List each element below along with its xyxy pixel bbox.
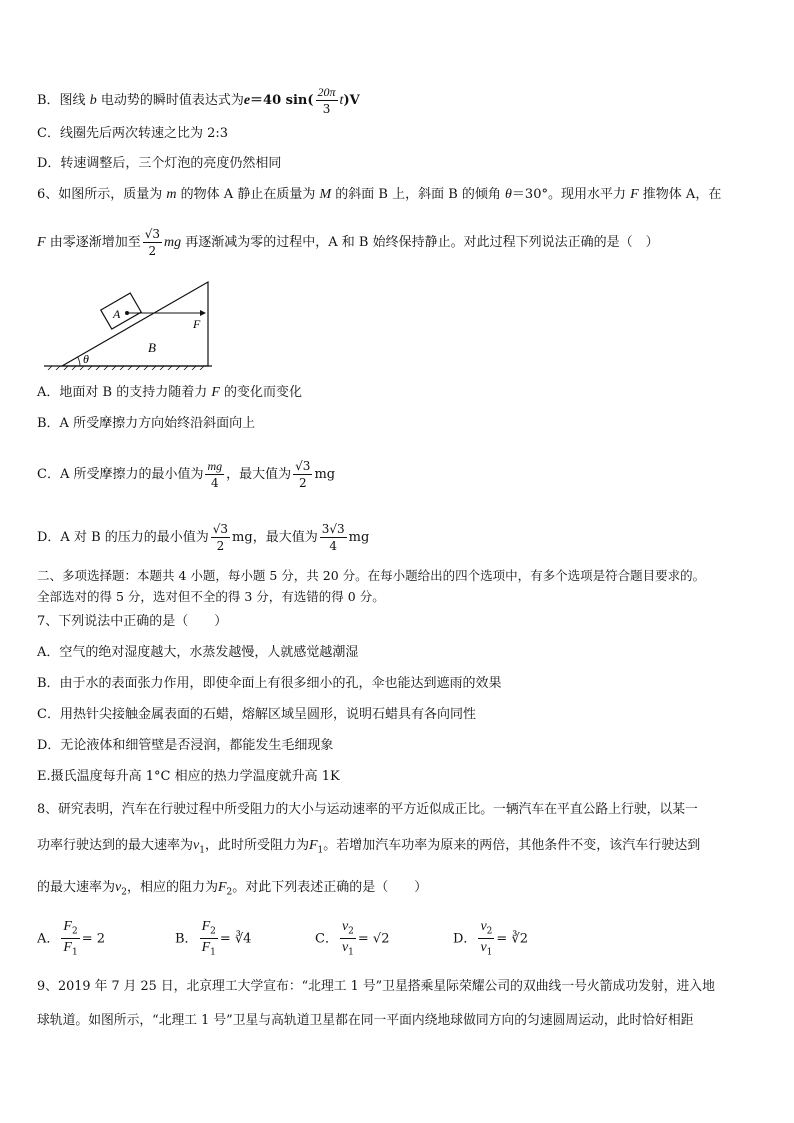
fraction: $\frac{20\pi}{3}$ (317, 85, 336, 116)
fraction: $\frac{mg}{4}$ (207, 459, 223, 490)
fraction: $\frac{√3}{2}$ (144, 227, 160, 258)
q7-stem: 7、下列说法中正确的是（ ） (37, 614, 228, 629)
theta-label: θ (83, 352, 89, 366)
force-label: F (193, 317, 201, 331)
wedge-b-label: B (148, 340, 156, 355)
q5-option-b: B．图线 b 电动势的瞬时值表达式为e＝40 sin( $\frac{20\pi}{3}$ t)V (37, 85, 360, 116)
q5-option-d: D．转速调整后，三个灯泡的亮度仍然相同 (37, 156, 282, 171)
q6-option-d: D．A 对 B 的压力的最小值为 $\frac{√3}{2}$ mg，最大值为 $\frac{3√3}{4}$ mg (37, 522, 370, 553)
fraction: $\frac{v_2}{v_1}$ (341, 919, 354, 958)
q6-option-b: B．A 所受摩擦力方向始终沿斜面向上 (37, 416, 256, 431)
q6-stem-line2: F 由零逐渐增加至 $\frac{√3}{2}$ mg 再逐渐减为零的过程中，A 和 B 始终保持静止。对此过程下列说法正确的是（ ） (37, 227, 659, 258)
fraction: $\frac{F_2}{F_1}$ (63, 919, 78, 958)
q6-option-a: A．地面对 B 的支持力随着力 F 的变化而变化 (37, 385, 303, 400)
q7-option-e: E.摄氏温度每升高 1°C 相应的热力学温度就升高 1K (37, 769, 340, 784)
q8-option-b: B． $\frac{F_2}{F_1}$ = ∛4 (175, 919, 252, 958)
incline-figure (40, 278, 220, 370)
ground-hatching (48, 366, 204, 370)
q8-stem-line2: 功率行驶达到的最大速率为$v_1$，此时所受阻力为$F_1$。若增加汽车功率为原来的两倍，其他条件不变，该汽车行驶达到 (37, 838, 701, 856)
section2-heading-line2: 全部选对的得 5 分，选对但不全的得 3 分，有选错的得 0 分。 (37, 589, 385, 604)
fraction: $\frac{3√3}{4}$ (321, 522, 345, 553)
q8-option-c: C． $\frac{v_2}{v_1}$ = √2 (315, 919, 390, 958)
fraction: $\frac{√3}{2}$ (212, 522, 229, 553)
fraction: $\frac{√3}{2}$ (295, 459, 311, 490)
q6-stem-line1: 6、如图所示，质量为 m 的物体 A 静止在质量为 M 的斜面 B 上，斜面 B 的倾角 θ＝30°。现用水平力 F 推物体 A，在 (37, 187, 722, 202)
q9-stem-line2: 球轨道。如图所示，“北理工 1 号”卫星与高轨道卫星都在同一平面内绕地球做同方向的匀速圆周运动，此时恰好相距 (37, 1013, 694, 1028)
q7-option-c: C．用热针尖接触金属表面的石蜡，熔解区域呈圆形，说明石蜡具有各向同性 (37, 707, 476, 722)
section2-heading-line1: 二、多项选择题：本题共 4 小题，每小题 5 分，共 20 分。在每小题给出的四个选项中，有多个选项是符合题目要求的。 (37, 568, 706, 583)
q8-stem-line1: 8、研究表明，汽车在行驶过程中所受阻力的大小与运动速率的平方近似成正比。一辆汽车在平直公路上行驶，以某一 (37, 802, 698, 817)
q8-option-d: D． $\frac{v_2}{v_1}$ = ∛2 (453, 919, 528, 958)
q7-option-b: B．由于水的表面张力作用，即使伞面上有很多细小的孔，伞也能达到遮雨的效果 (37, 676, 502, 691)
block-a-label: A (113, 307, 121, 321)
q9-stem-line1: 9、2019 年 7 月 25 日，北京理工大学宣布：“北理工 1 号”卫星搭乘星际荣耀公司的双曲线一号火箭成功发射，进入地 (37, 979, 715, 994)
angle-arc (78, 357, 80, 366)
q5-option-c: C．线圈先后两次转速之比为 2:3 (37, 126, 229, 141)
q8-stem-line3: 的最大速率为$v_2$，相应的阻力为$F_2$。对此下列表述正确的是（ ） (37, 880, 428, 898)
q7-option-d: D．无论液体和细管壁是否浸润，都能发生毛细现象 (37, 738, 334, 753)
q6-option-c: C．A 所受摩擦力的最小值为 $\frac{mg}{4}$ ，最大值为 $\frac{√3}{2}$ mg (37, 459, 336, 490)
q8-option-a: A． $\frac{F_2}{F_1}$ = 2 (37, 919, 105, 958)
fraction: $\frac{F_2}{F_1}$ (201, 919, 216, 958)
force-arrowhead (200, 310, 206, 316)
fraction: $\frac{v_2}{v_1}$ (480, 919, 493, 958)
q7-option-a: A．空气的绝对湿度越大，水蒸发越慢，人就感觉越潮湿 (37, 645, 359, 660)
